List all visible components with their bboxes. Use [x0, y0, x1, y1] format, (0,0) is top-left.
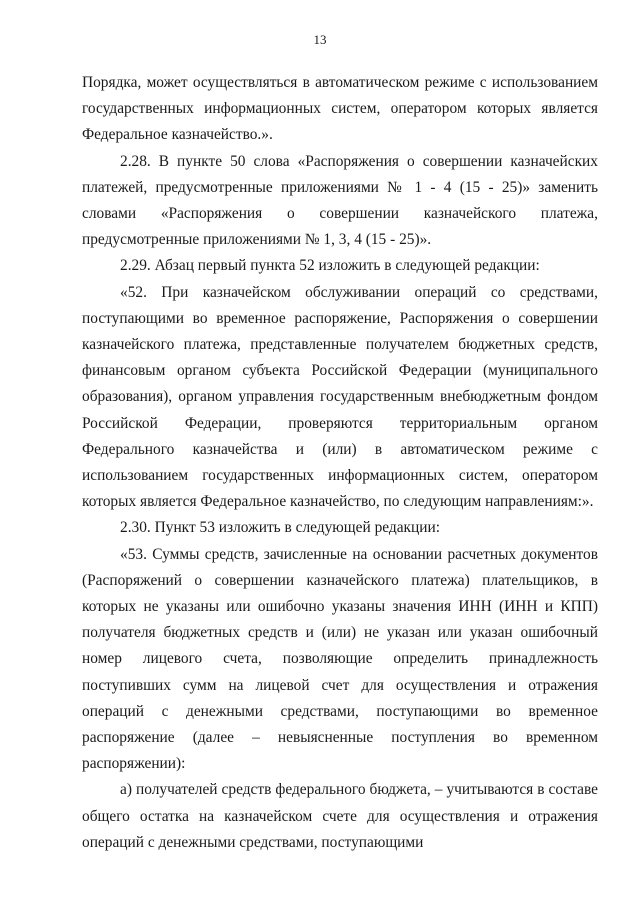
page-number: 13 — [313, 32, 327, 47]
paragraph-quote-52: «52. При казначейском обслуживании операций со средствами, поступающими во временное распоряжение, Распоряжения о совершении казначейского платежа, представленные получателем бюджетных средств, финансовым органом субъекта Российской Федерации (муниципального образования), органом управления государственным внебюджетным фондом Российской Федерации, проверяются территориальным органом Федерального казначейства и (или) в автоматическом режиме с использованием государственных информационных систем, оператором которых является Федеральное казначейство, по следующим направлениям:». — [82, 283, 598, 511]
paragraph-2-30: 2.30. Пункт 53 изложить в следующей редакции: — [120, 519, 441, 537]
paragraph-quote-53: «53. Суммы средств, зачисленные на основании расчетных документов (Распоряжений о совершении казначейского платежа) плательщиков, в которых не указаны или ошибочно указаны значения ИНН (ИНН и КПП) получателя бюджетных средств и (или) не указан или указан ошибочный номер лицевого счета, позволяющие определить принадлежность поступивших сумм на лицевой счет для осуществления и отражения операций с денежными средствами, поступающими во временное распоряжение (далее – невыясненные поступления во временном распоряжении): — [82, 545, 598, 773]
paragraph-2-28: 2.28. В пункте 50 слова «Распоряжения о совершении казначейских платежей, предусмотренные приложениями № 1 - 4 (15 - 25)» заменить словами «Распоряжения о совершении казначейского платежа, предусмотренные приложениями № 1, 3, 4 (15 - 25)». — [82, 152, 598, 249]
document-body — [82, 70, 598, 856]
paragraph-subitem-a: а) получателей средств федерального бюджета, – учитываются в составе общего остатка на казначейском счете для осуществления и отражения операций с денежными средствами, поступающими — [82, 781, 598, 851]
paragraph-continuation: Порядка, может осуществляться в автоматическом режиме с использованием государственных информационных систем, оператором которых является Федеральное казначейство.». — [82, 74, 598, 144]
paragraph-2-29: 2.29. Абзац первый пункта 52 изложить в следующей редакции: — [120, 257, 540, 275]
